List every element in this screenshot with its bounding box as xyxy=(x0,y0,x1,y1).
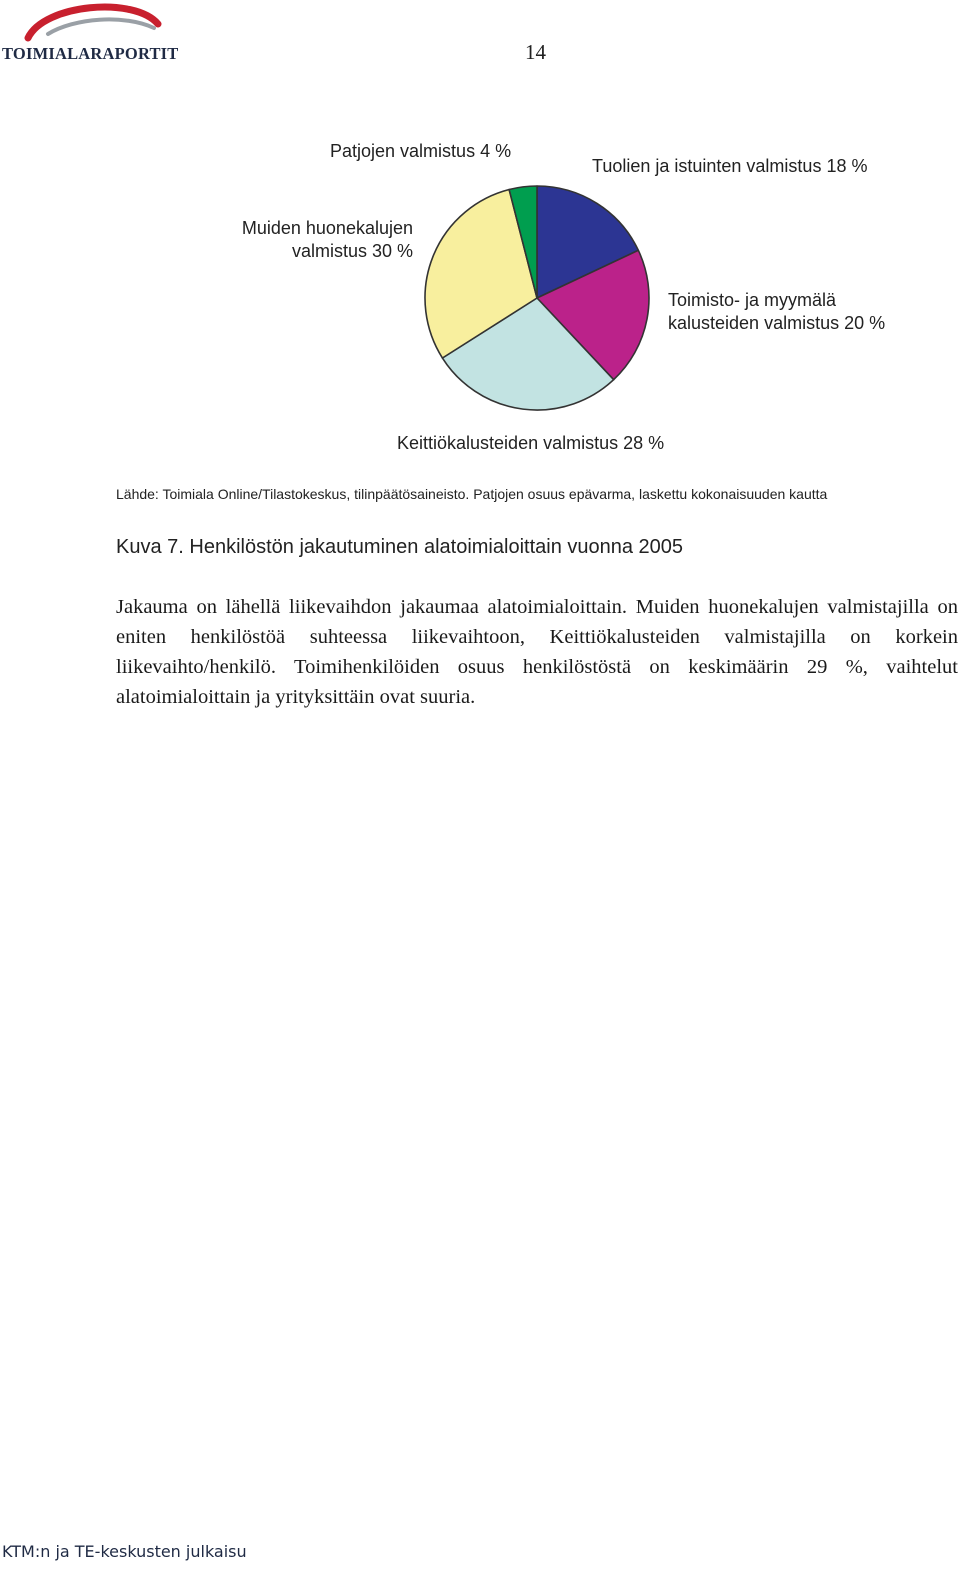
label-keittio: Keittiökalusteiden valmistus 28 % xyxy=(397,433,665,453)
toimialaraportit-logo xyxy=(2,0,177,62)
figure-caption: Kuva 7. Henkilöstön jakautuminen alatoimialoittain vuonna 2005 xyxy=(116,536,684,558)
pie-slices xyxy=(425,186,649,410)
label-muiden-line1: Muiden huonekalujen xyxy=(241,218,413,238)
logo-text: TOIMIALARAPORTIT xyxy=(2,44,179,63)
body-paragraph: Jakauma on lähellä liikevaihdon jakaumaa alatoimialoittain. Muiden huonekalujen valmistajilla on eniten henkilöstöä suhteessa liikevaihtoon, Keittiökalusteiden valmistajilla on korkein liikevaihto/henkilö. Toimihenkilöiden osuus henkilöstöstä on keskimäärin 29 %, vaihtelut alatoimialoittain ja yrityksittäin ovat suuria. xyxy=(116,596,958,708)
pie-chart xyxy=(0,120,960,470)
label-muiden-line2: valmistus 30 % xyxy=(291,241,413,261)
footer-publisher: KTM:n ja TE-keskusten julkaisu xyxy=(2,1542,247,1561)
label-toimisto-line2: kalusteiden valmistus 20 % xyxy=(668,313,886,333)
page-number: 14 xyxy=(525,40,546,64)
logo-arc-icon xyxy=(24,0,164,44)
label-toimisto-line1: Toimisto- ja myymälä xyxy=(668,290,837,310)
label-tuolien: Tuolien ja istuinten valmistus 18 % xyxy=(592,156,868,176)
chart-source: Lähde: Toimiala Online/Tilastokeskus, tilinpäätösaineisto. Patjojen osuus epävarma, laskettu kokonaisuuden kautta xyxy=(116,486,828,502)
label-patjojen: Patjojen valmistus 4 % xyxy=(330,141,512,161)
